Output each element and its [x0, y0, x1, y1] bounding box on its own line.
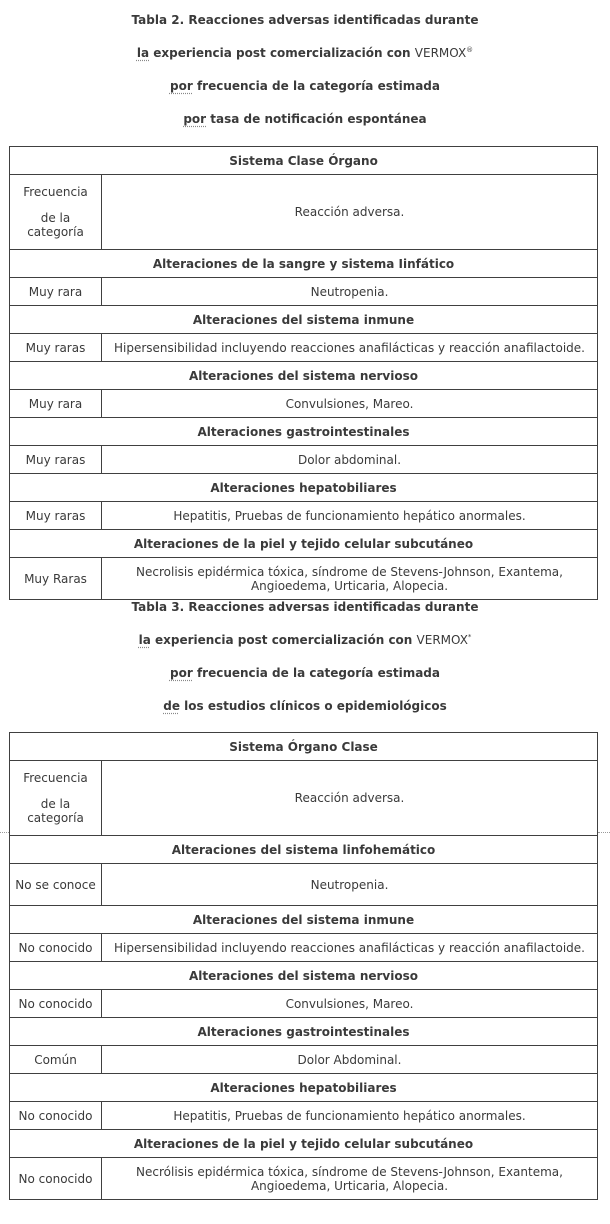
reaction-cell: Hipersensibilidad incluyendo reacciones anafilácticas y reacción anafilactoide. [102, 334, 598, 362]
table-row [10, 334, 598, 362]
section-title: Alteraciones de la piel y tejido celular subcutáneo [10, 1130, 598, 1158]
frequency-cell: No conocido [10, 1158, 102, 1200]
frequency-cell: No conocido [10, 990, 102, 1018]
caption-prefix: la [138, 633, 151, 647]
brand-name: VERMOX [416, 633, 468, 647]
column-header-reaction: Reacción adversa. [102, 175, 598, 250]
reaction-cell: Neutropenia. [102, 278, 598, 306]
reaction-cell: Convulsiones, Mareo. [102, 390, 598, 418]
table-header-system: Sistema Órgano Clase [10, 733, 598, 761]
section-title: Alteraciones del sistema nervioso [10, 962, 598, 990]
reaction-cell: Dolor abdominal. [102, 446, 598, 474]
table-row [10, 934, 598, 962]
frequency-cell: Muy raras [10, 334, 102, 362]
table-row [10, 990, 598, 1018]
frequency-cell: No conocido [10, 1102, 102, 1130]
table-row [10, 446, 598, 474]
caption-text: los estudios clínicos o epidemiológicos [184, 699, 447, 713]
section-title: Alteraciones hepatobiliares [10, 474, 598, 502]
table2-caption-line1: Tabla 2. Reacciones adversas identificadas durante [131, 13, 479, 27]
table2-caption-line3 [0, 79, 610, 93]
table3-caption-line4 [0, 699, 610, 713]
adverse-reactions-table-2 [9, 146, 598, 600]
reaction-cell: Convulsiones, Mareo. [102, 990, 598, 1018]
table-row [10, 502, 598, 530]
section-title: Alteraciones del sistema inmune [10, 306, 598, 334]
table-row [10, 390, 598, 418]
caption-prefix: la [136, 46, 150, 60]
caption-prefix: de [163, 699, 180, 713]
table-header-system: Sistema Clase Órgano [10, 147, 598, 175]
frequency-cell: Muy rara [10, 278, 102, 306]
caption-text: frecuencia de la categoría estimada [196, 666, 440, 680]
reaction-cell: Hepatitis, Pruebas de funcionamiento hepático anormales. [102, 502, 598, 530]
reaction-cell: Necrólisis epidérmica tóxica, síndrome de Stevens-Johnson, Exantema, Angioedema, Urticaria, Alopecia. [102, 1158, 598, 1200]
caption-prefix: por [169, 79, 193, 93]
table-row [10, 1102, 598, 1130]
frequency-cell: No conocido [10, 934, 102, 962]
reaction-cell: Hipersensibilidad incluyendo reacciones anafilácticas y reacción anafilactoide. [102, 934, 598, 962]
table2-caption-line2 [0, 46, 610, 60]
table-row [10, 1158, 598, 1200]
section-title: Alteraciones del sistema linfohemático [10, 836, 598, 864]
frequency-cell: Muy rara [10, 390, 102, 418]
section-title: Alteraciones hepatobiliares [10, 1074, 598, 1102]
table-row [10, 864, 598, 906]
caption-text: experiencia post comercialización con [153, 46, 411, 60]
page-break-right [598, 832, 610, 833]
adverse-reactions-table-3 [9, 732, 598, 1200]
table-row [10, 558, 598, 600]
reaction-cell: Dolor Abdominal. [102, 1046, 598, 1074]
reaction-cell: Necrolisis epidérmica tóxica, síndrome de Stevens-Johnson, Exantema, Angioedema, Urticaria, Alopecia. [102, 558, 598, 600]
caption-text: frecuencia de la categoría estimada [196, 79, 440, 93]
page-break-left [0, 832, 9, 833]
column-header-frequency: Frecuencia de la categoría [10, 175, 102, 250]
column-header-reaction: Reacción adversa. [102, 761, 598, 836]
frequency-cell: No se conoce [10, 864, 102, 906]
frequency-cell: Muy raras [10, 446, 102, 474]
frequency-cell: Común [10, 1046, 102, 1074]
caption-prefix: por [169, 666, 193, 680]
reaction-cell: Hepatitis, Pruebas de funcionamiento hepático anormales. [102, 1102, 598, 1130]
section-title: Alteraciones del sistema nervioso [10, 362, 598, 390]
caption-text: experiencia post comercialización con [154, 633, 413, 647]
brand-mark: ® [466, 46, 474, 54]
table-row [10, 278, 598, 306]
column-header-frequency: Frecuencia de la categoría [10, 761, 102, 836]
reaction-cell: Neutropenia. [102, 864, 598, 906]
frequency-cell: Muy Raras [10, 558, 102, 600]
table3-caption-line2 [0, 633, 610, 647]
table3-caption-line3 [0, 666, 610, 680]
section-title: Alteraciones de la sangre y sistema Iinfático [10, 250, 598, 278]
section-title: Alteraciones gastrointestinales [10, 418, 598, 446]
brand-mark: * [467, 633, 472, 641]
section-title: Alteraciones de la piel y tejido celular subcutáneo [10, 530, 598, 558]
table2-caption-line4 [0, 112, 610, 126]
table-row [10, 1046, 598, 1074]
table3-caption-line1: Tabla 3. Reacciones adversas identificadas durante [131, 600, 479, 614]
section-title: Alteraciones del sistema inmune [10, 906, 598, 934]
brand-name: VERMOX [414, 46, 467, 60]
caption-text: tasa de notificación espontánea [210, 112, 427, 126]
caption-prefix: por [183, 112, 207, 126]
section-title: Alteraciones gastrointestinales [10, 1018, 598, 1046]
frequency-cell: Muy raras [10, 502, 102, 530]
